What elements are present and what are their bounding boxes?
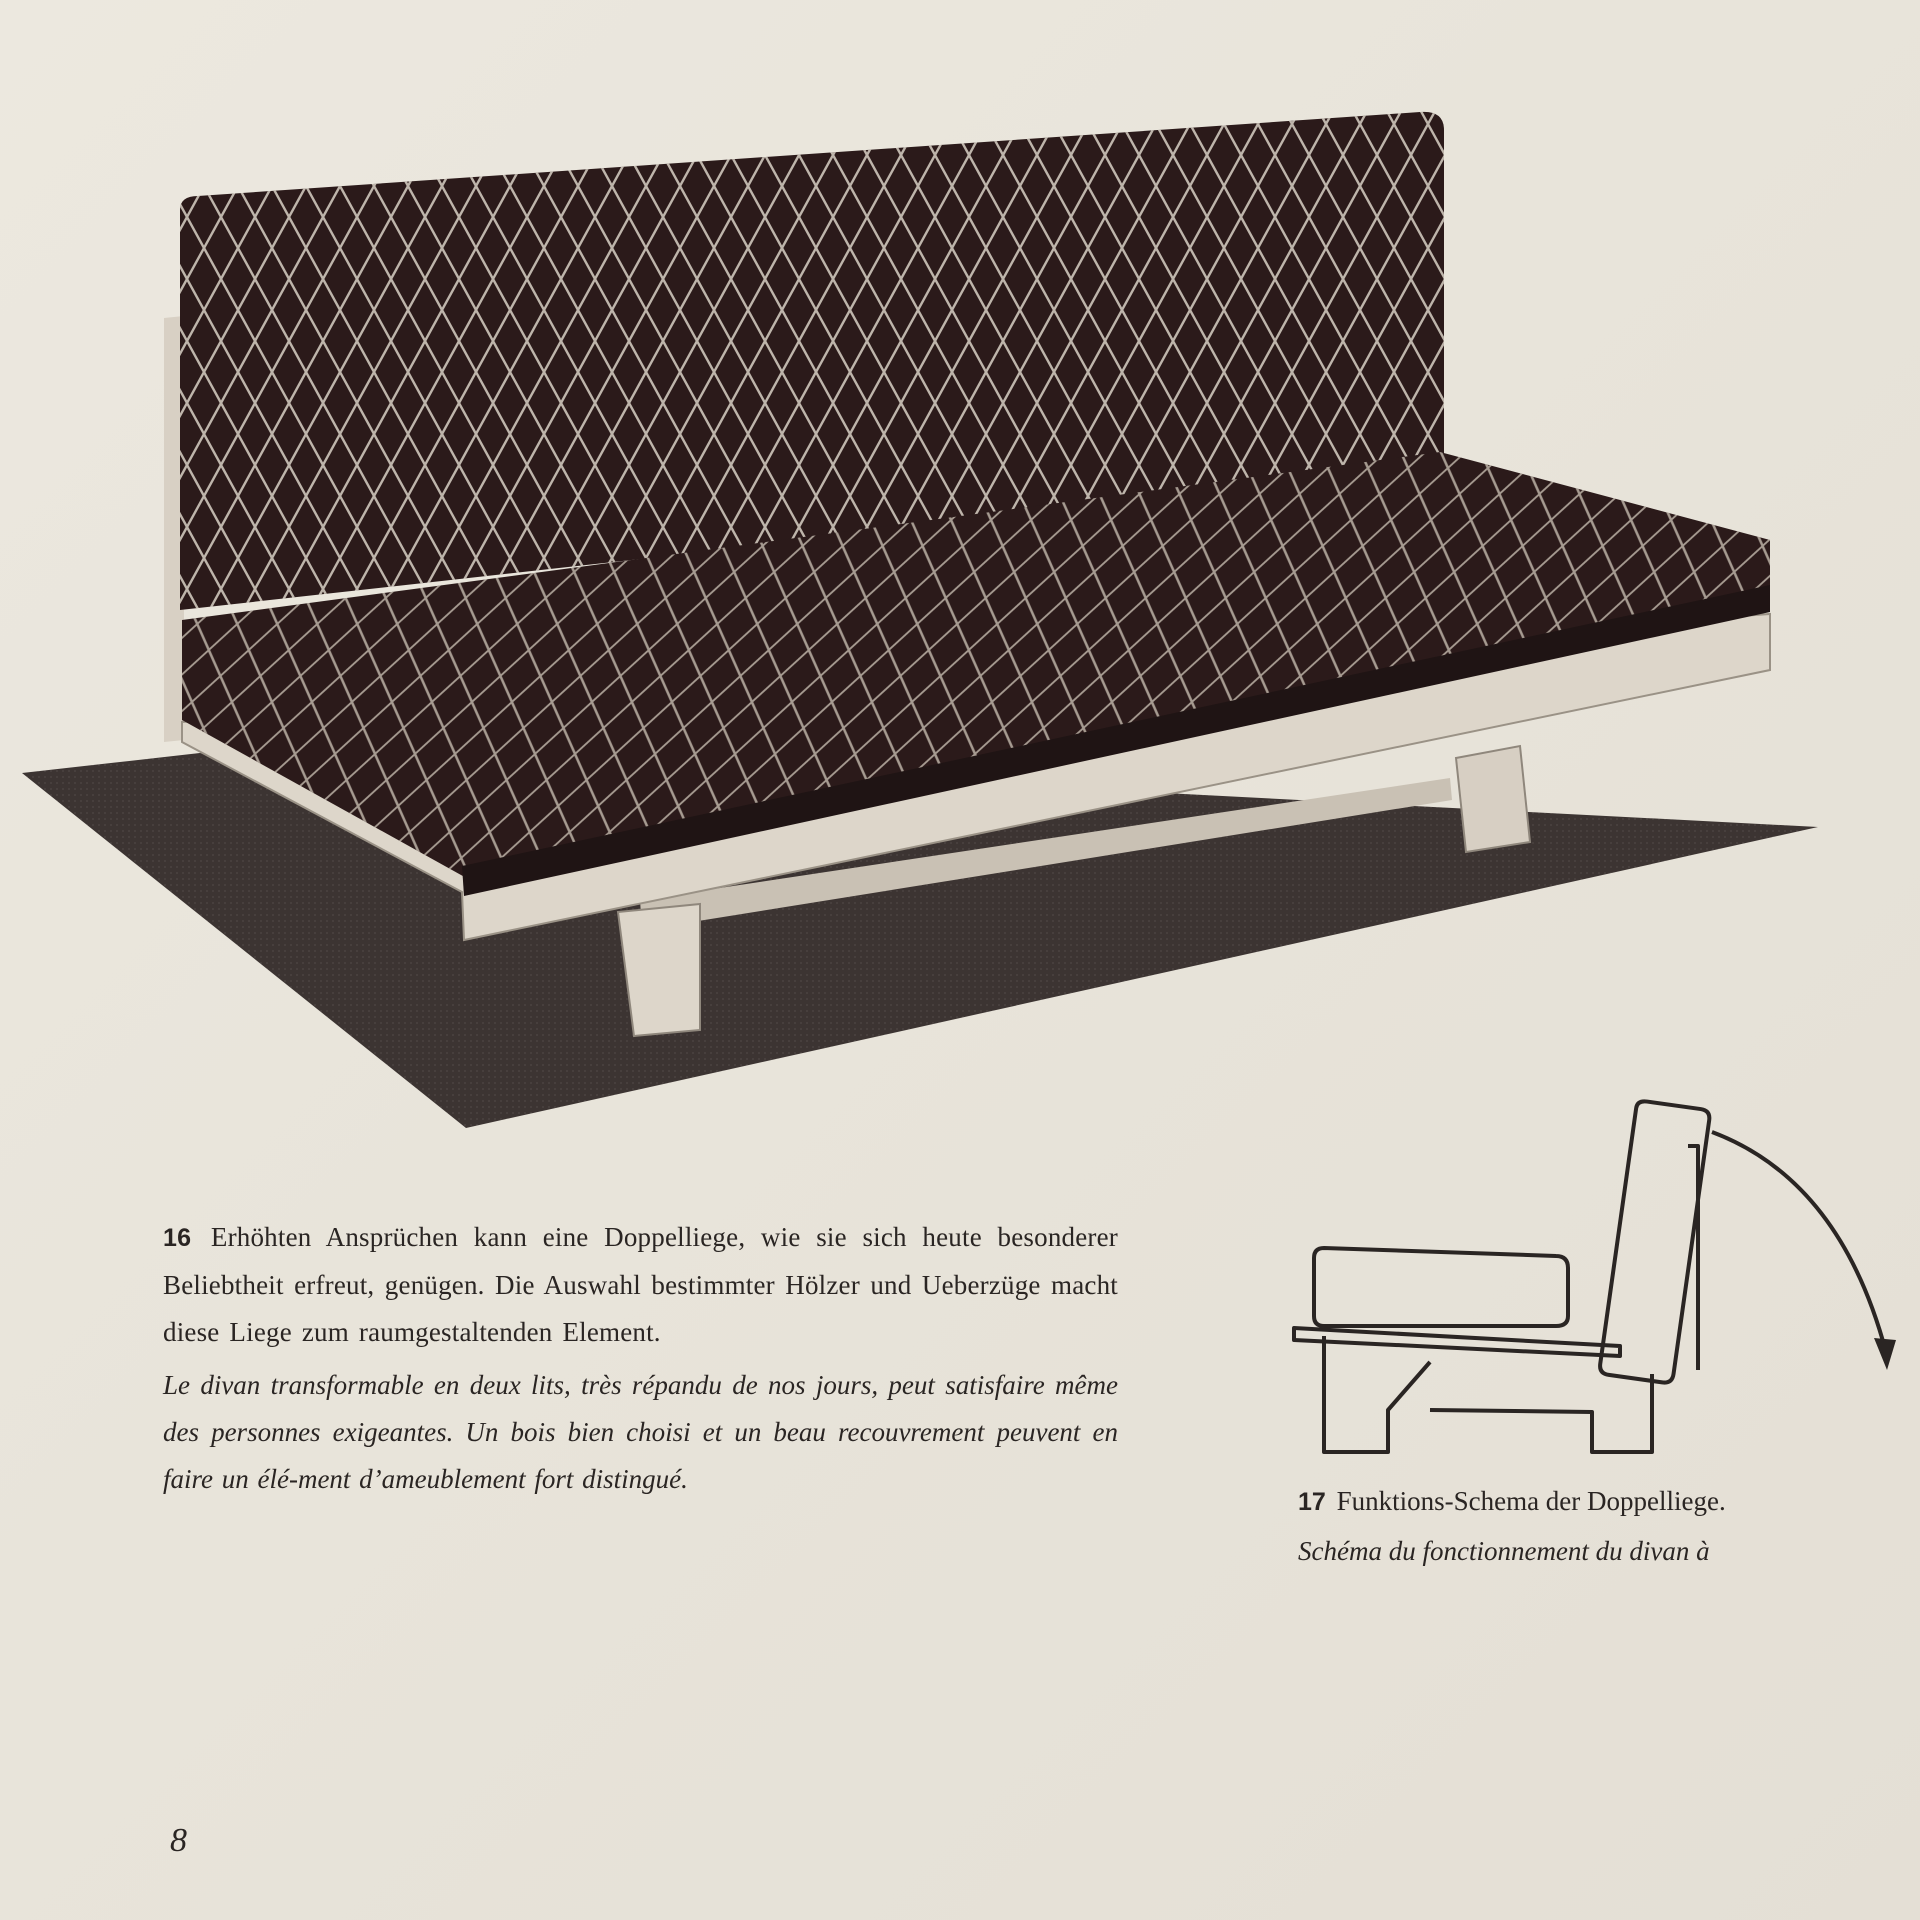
schema-seat-cushion — [1314, 1248, 1568, 1326]
caption-figure-17 — [1298, 1478, 1920, 1575]
caption-16-german — [163, 1214, 1118, 1356]
sofa-leg-back — [1456, 746, 1530, 852]
caption-17-french: Schéma du fonctionnement du divan à — [1298, 1536, 1710, 1566]
caption-17-german — [1298, 1478, 1920, 1526]
function-schema-diagram — [1280, 1090, 1920, 1470]
caption-16-french: Le divan transformable en deux lits, très répandu de nos jours, peut satisfaire même des personnes exigeantes. Un bois bien choisi et un beau recouvrement peuvent en faire un élé-ment d’ameublement fort distingué. — [163, 1370, 1118, 1494]
figure-number-16: 16 — [163, 1224, 192, 1252]
schema-backrest — [1599, 1100, 1711, 1384]
page-number: 8 — [170, 1822, 187, 1859]
schema-frame-rail — [1294, 1328, 1620, 1356]
caption-17-german-text: Funktions-Schema der Doppelliege. — [1336, 1486, 1726, 1516]
schema-motion-arrow — [1712, 1132, 1886, 1352]
figure-number-17: 17 — [1298, 1488, 1326, 1516]
caption-figure-16 — [163, 1214, 1118, 1503]
arrow-head-icon — [1874, 1338, 1896, 1370]
caption-16-german-text: Erhöhten Ansprüchen kann eine Doppelliege, wie sie sich heute besonderer Beliebtheit erfreut, genügen. Die Auswahl bestimmter Hölzer und Ueberzüge macht diese Liege zum raumgestaltenden Element. — [163, 1222, 1118, 1347]
